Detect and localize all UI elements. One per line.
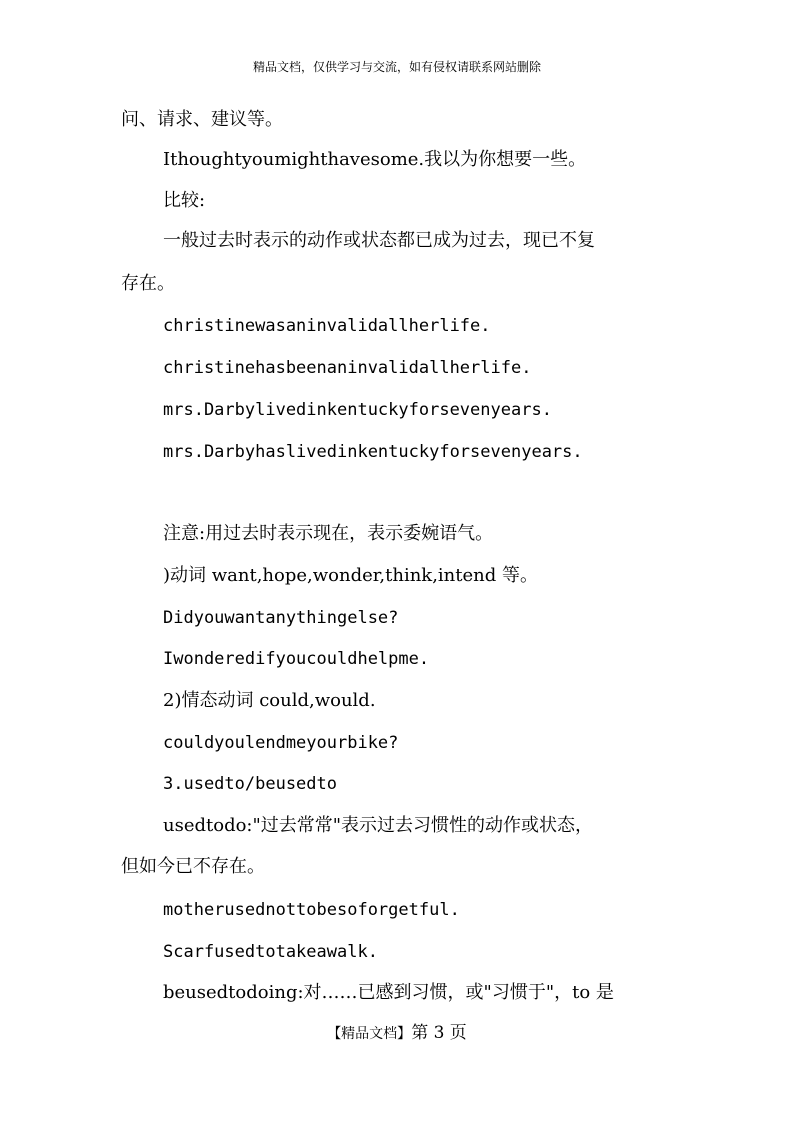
text-line: 一般过去时表示的动作或状态都已成为过去，现已不复 bbox=[163, 230, 595, 251]
text-line: 问、请求、建议等。 bbox=[121, 109, 283, 130]
page-number: 第 3 页 bbox=[411, 1023, 467, 1043]
text-line: 存在。 bbox=[121, 273, 175, 294]
text-line: )动词 want,hope,wonder,think,intend 等。 bbox=[163, 565, 538, 586]
text-line: 比较: bbox=[163, 190, 206, 211]
text-line: Ithoughtyoumighthavesome.我以为你想要一些。 bbox=[163, 149, 587, 170]
footer-tag: 【精品文档】 bbox=[327, 1026, 412, 1042]
text-line: mrs.Darbyhaslivedinkentuckyforsevenyears. bbox=[163, 442, 583, 462]
text-line: motherusednottobesoforgetful. bbox=[163, 900, 460, 920]
text-line: couldyoulendmeyourbike? bbox=[163, 733, 399, 753]
page-header: 精品文档，仅供学习与交流，如有侵权请联系网站删除 bbox=[252, 60, 541, 74]
text-line: christinehasbeenaninvalidallherlife. bbox=[163, 358, 532, 378]
text-line: Scarfusedtotakeawalk. bbox=[163, 942, 378, 962]
text-line: 注意:用过去时表示现在，表示委婉语气。 bbox=[163, 523, 494, 544]
text-line: mrs.Darbylivedinkentuckyforsevenyears. bbox=[163, 400, 552, 420]
text-line: Didyouwantanythingelse? bbox=[163, 608, 399, 628]
text-line: 2)情态动词 could,would. bbox=[163, 690, 376, 711]
text-line: 3.usedto/beusedto bbox=[163, 774, 337, 794]
text-line: 但如今已不存在。 bbox=[121, 856, 265, 877]
text-line: beusedtodoing:对……已感到习惯，或"习惯于"，to 是 bbox=[163, 982, 614, 1003]
text-line: Iwonderedifyoucouldhelpme. bbox=[163, 649, 430, 669]
text-line: christinewasaninvalidallherlife. bbox=[163, 316, 491, 336]
page-footer bbox=[0, 1018, 794, 1043]
text-line: usedtodo:"过去常常"表示过去习惯性的动作或状态， bbox=[163, 815, 594, 836]
